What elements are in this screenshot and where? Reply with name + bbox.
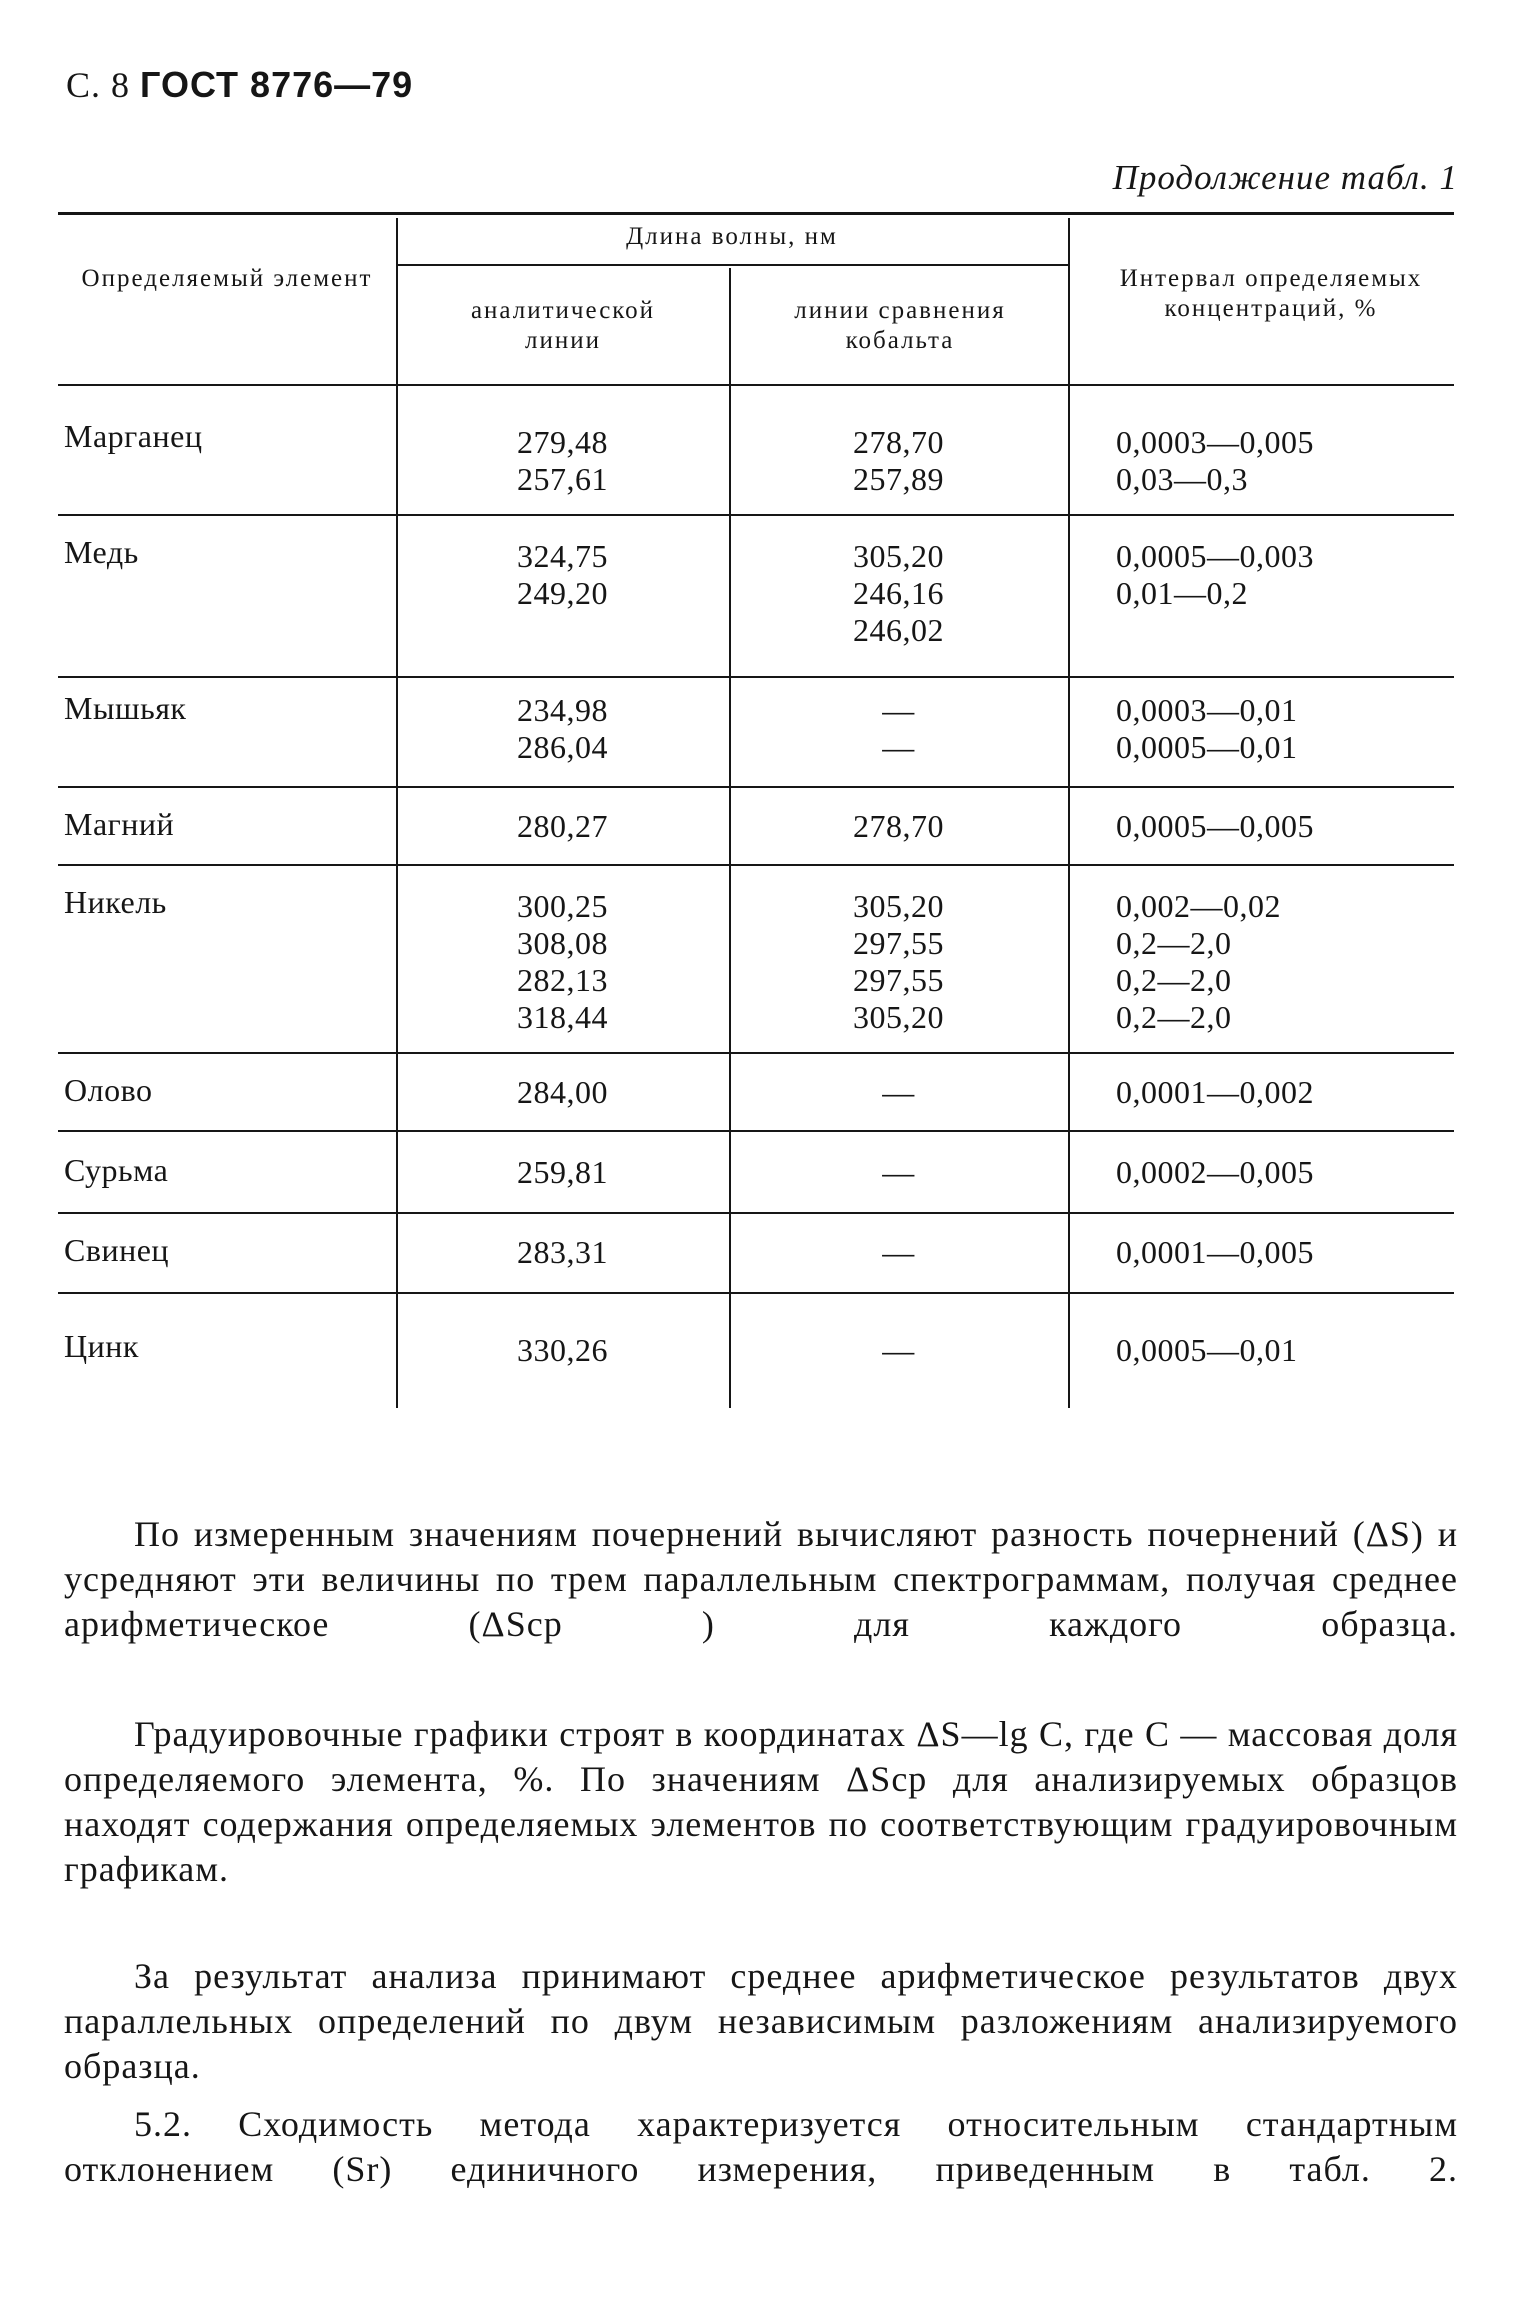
paragraph-1	[64, 1512, 1458, 1647]
row-interval: 0,0003—0,01 0,0005—0,01	[1116, 692, 1298, 765]
row-separator	[58, 864, 1454, 866]
row-interval: 0,0002—0,005	[1116, 1154, 1314, 1190]
row-separator	[58, 1292, 1454, 1294]
row-comparison: —	[882, 1332, 915, 1368]
header-analytic: аналитической линии	[470, 297, 656, 354]
row-separator	[58, 676, 1454, 678]
row-comparison: — —	[882, 692, 915, 765]
row-analytic: 279,48 257,61	[517, 424, 608, 497]
row-analytic: 300,25 308,08 282,13 318,44	[517, 888, 608, 1035]
header-element: Определяемый элемент	[81, 265, 373, 292]
row-separator	[58, 1130, 1454, 1132]
table-continuation-label: Продолжение табл. 1	[1112, 158, 1458, 197]
table-vline-3	[1068, 218, 1070, 1408]
row-interval: 0,002—0,02 0,2—2,0 0,2—2,0 0,2—2,0	[1116, 888, 1281, 1035]
table-header-rule	[58, 384, 1454, 386]
wavelength-subrule	[396, 264, 1068, 266]
data-table	[58, 212, 1454, 1408]
table-top-rule	[58, 212, 1454, 215]
row-analytic: 284,00	[517, 1074, 608, 1110]
header-comparison: линии сравнения кобальта	[794, 297, 1006, 354]
row-element: Цинк	[64, 1328, 139, 1364]
row-analytic: 234,98 286,04	[517, 692, 608, 765]
row-separator	[58, 1212, 1454, 1214]
row-element: Олово	[64, 1072, 153, 1108]
row-analytic: 330,26	[517, 1332, 608, 1368]
header-interval: Интервал определяемых концентраций, %	[1119, 265, 1423, 322]
row-separator	[58, 786, 1454, 788]
body-text: Градуировочные графики строят в координатах ΔS—lg C, где C — массовая доля определяемого элемента, %. По значениям ΔSср для анализируемых образцов находят содержания определяемых элементов по соответствующим градуировочным графикам.	[64, 1714, 1458, 1889]
row-comparison: 278,70	[853, 808, 944, 844]
row-element: Медь	[64, 534, 139, 570]
row-interval: 0,0005—0,003 0,01—0,2	[1116, 538, 1314, 611]
row-interval: 0,0005—0,01	[1116, 1332, 1298, 1368]
row-comparison: —	[882, 1074, 915, 1110]
header-wavelength: Длина волны, нм	[626, 223, 838, 250]
row-analytic: 283,31	[517, 1234, 608, 1270]
row-element: Свинец	[64, 1232, 170, 1268]
row-element: Мышьяк	[64, 690, 187, 726]
row-comparison: 305,20 246,16 246,02	[853, 538, 944, 648]
standard-code: ГОСТ 8776—79	[140, 64, 414, 105]
row-element: Магний	[64, 806, 175, 842]
row-analytic: 324,75 249,20	[517, 538, 608, 611]
row-interval: 0,0001—0,002	[1116, 1074, 1314, 1110]
row-analytic: 280,27	[517, 808, 608, 844]
row-element: Никель	[64, 884, 167, 920]
paragraph-3	[64, 1954, 1458, 2089]
row-comparison: —	[882, 1234, 915, 1270]
row-separator	[58, 1052, 1454, 1054]
paragraph-4	[64, 2102, 1458, 2192]
body-text: По измеренным значениям почернений вычисляют разность почернений (ΔS) и усредняют эти величины по трем параллельным спектрограммам, получая среднее арифметическое (ΔSср ) для каждого образца.	[64, 1514, 1458, 1644]
row-element: Марганец	[64, 418, 203, 454]
body-text: За результат анализа принимают среднее арифметическое результатов двух параллельных определений по двум независимым разложениям анализируемого образца.	[64, 1956, 1458, 2086]
row-interval: 0,0005—0,005	[1116, 808, 1314, 844]
row-comparison: 278,70 257,89	[853, 424, 944, 497]
body-text: 5.2. Сходимость метода характеризуется относительным стандартным отклонением (Sr) единичного измерения, приведенным в табл. 2.	[64, 2104, 1458, 2189]
row-interval: 0,0001—0,005	[1116, 1234, 1314, 1270]
row-separator	[58, 514, 1454, 516]
row-comparison: —	[882, 1154, 915, 1190]
row-comparison: 305,20 297,55 297,55 305,20	[853, 888, 944, 1035]
row-element: Сурьма	[64, 1152, 169, 1188]
row-analytic: 259,81	[517, 1154, 608, 1190]
page-header	[66, 64, 413, 106]
paragraph-2	[64, 1712, 1458, 1892]
page-number: С. 8	[66, 65, 131, 105]
row-interval: 0,0003—0,005 0,03—0,3	[1116, 424, 1314, 497]
